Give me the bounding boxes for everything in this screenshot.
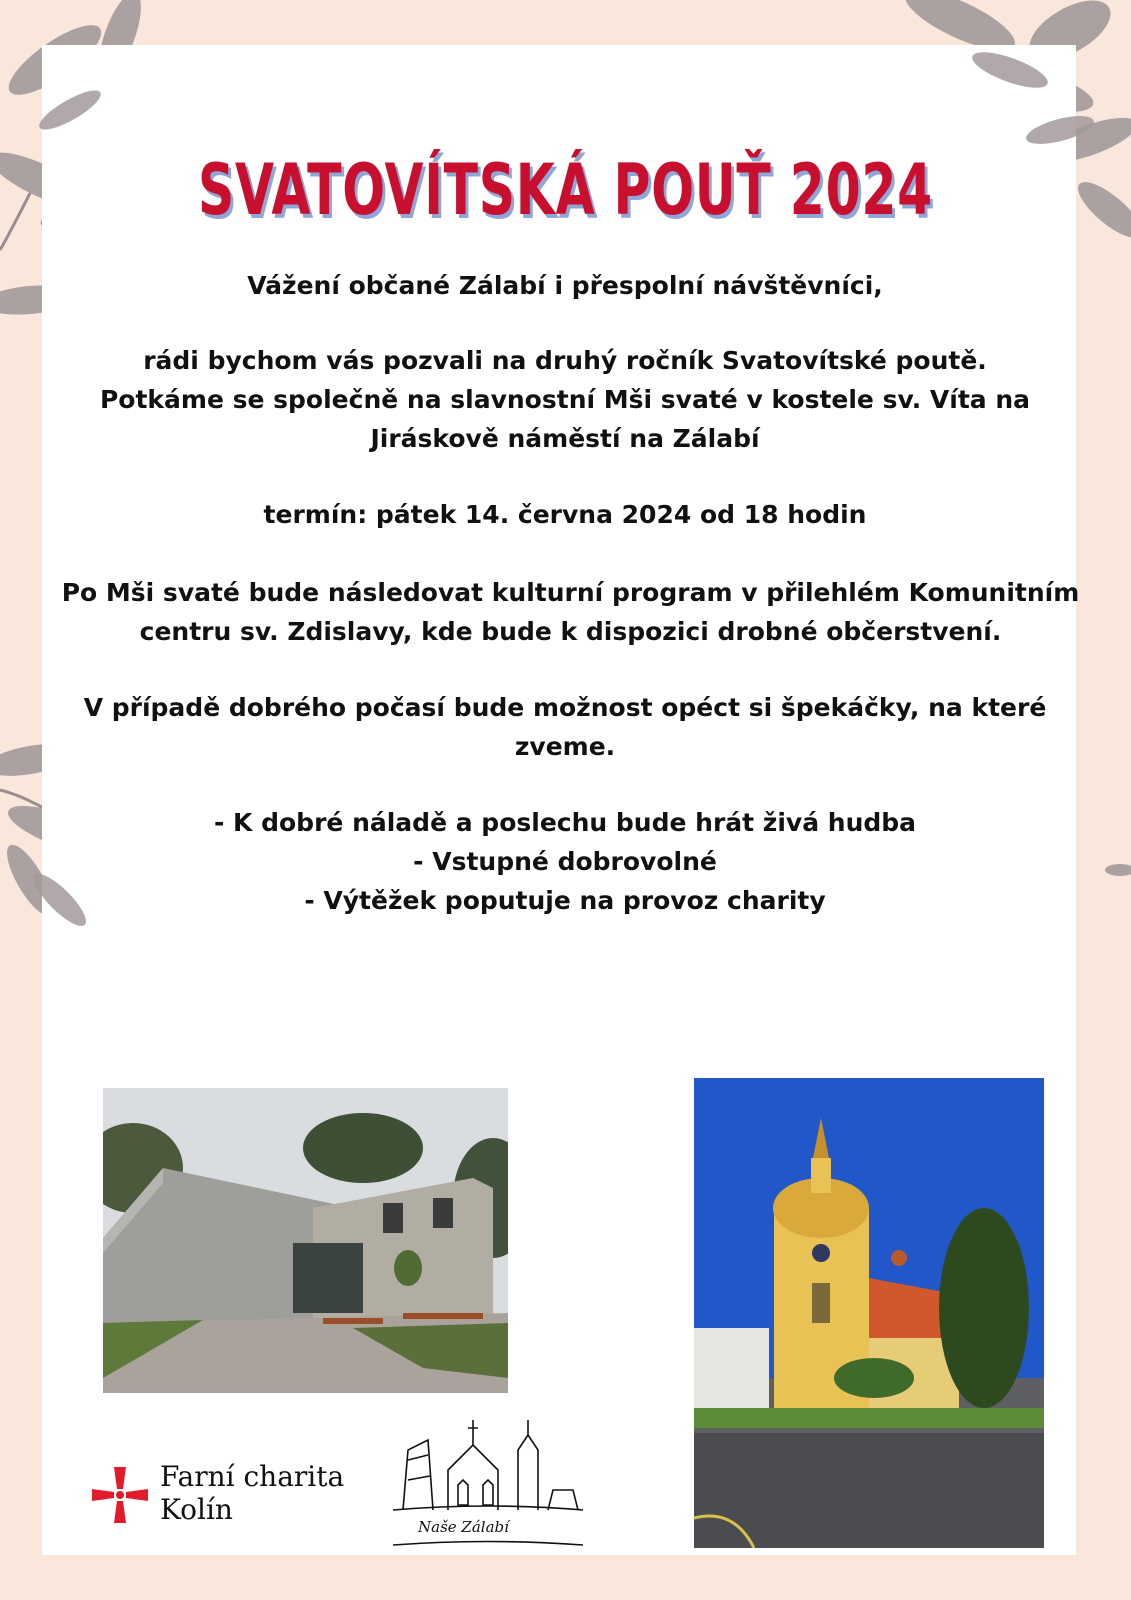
greeting: Vážení občané Zálabí i přespolní návštěvníci, <box>247 271 883 300</box>
charita-line: Farní charita <box>160 1460 345 1493</box>
info-list <box>55 803 1075 920</box>
info-list-item: - K dobré náladě a poslechu bude hrát živá hudba <box>213 808 917 837</box>
program-line: centru sv. Zdislavy, kde bude k dispozici drobné občerstvení. <box>139 617 1002 646</box>
invitation-line: rádi bychom vás pozvali na druhý ročník Svatovítské poutě. <box>143 346 987 375</box>
program-line: Po Mši svaté bude následovat kulturní program v přilehlém Komunitním <box>61 578 1080 607</box>
zalabi-signature: Naše Zálabí <box>418 1518 509 1536</box>
poster-title: SVATOVÍTSKÁ POUŤ 2024 <box>198 149 933 231</box>
church-photo <box>694 1078 1044 1548</box>
event-date: termín: pátek 14. června 2024 od 18 hodin <box>263 500 867 529</box>
charita-name <box>160 1460 344 1526</box>
invitation-line: Jiráskově náměstí na Zálabí <box>370 424 760 453</box>
charita-line: Kolín <box>160 1493 233 1526</box>
info-list-item: - Vstupné dobrovolné <box>413 847 717 876</box>
nase-zalabi-logo <box>388 1410 588 1550</box>
community-centre-photo <box>103 1088 508 1393</box>
invitation-line: Potkáme se společně na slavnostní Mši svaté v kostele sv. Víta na <box>99 385 1031 414</box>
weather-line: V případě dobrého počasí bude možnost opéct si špekáčky, na které <box>83 693 1047 722</box>
charity-cross-icon <box>90 1465 150 1525</box>
info-list-item: - Výtěžek poputuje na provoz charity <box>304 886 826 915</box>
weather-paragraph <box>55 688 1075 766</box>
farni-charita-logo <box>90 1460 370 1530</box>
weather-line: zveme. <box>514 732 616 761</box>
invitation-paragraph <box>55 341 1075 458</box>
program-paragraph <box>55 573 1086 651</box>
